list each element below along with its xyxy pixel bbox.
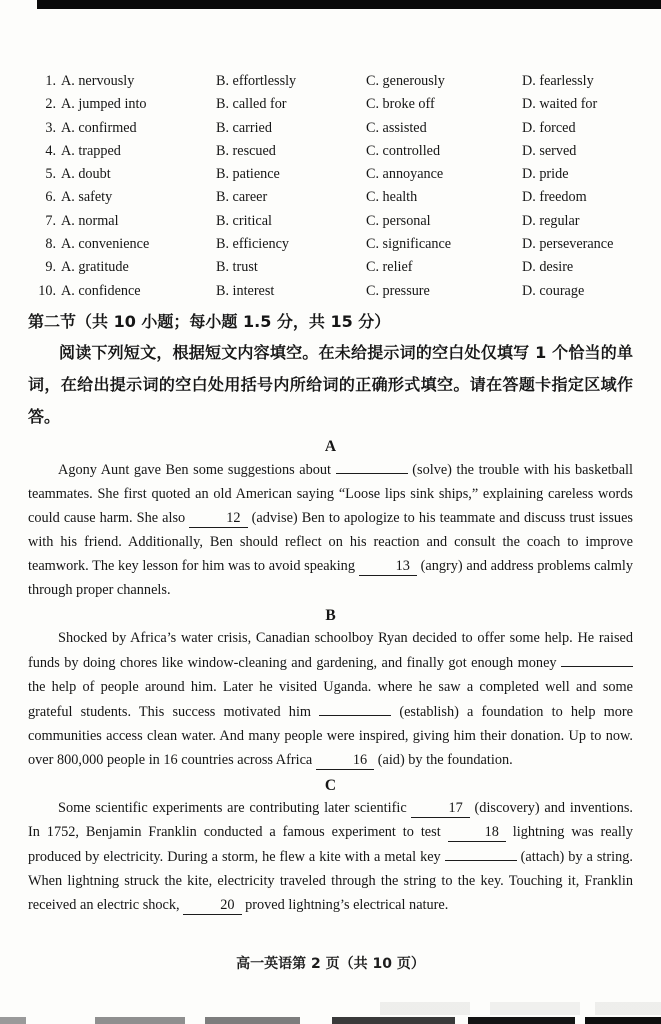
option-d: D. fearlessly	[522, 73, 594, 89]
question-number: 8.	[45, 236, 56, 253]
option-b: B. effortlessly	[216, 73, 297, 89]
question-row	[30, 280, 661, 303]
passage-text: Shocked by Africa’s water crisis, Canadian schoolboy Ryan decided to offer some help. He raised funds by doing chores like window-cleaning and gardening, and finally got enough money the help of people around him. Later he visited Uganda. where he saw a completed well and some grateful students. This success motivated him (establish) a foundation to help more communities access clean water. And many people were inspired, giving him their donation. Up to now. over 800,000 people in 16 countries across Africa 16 (aid) by the foundation.	[28, 629, 633, 768]
passage-text: Agony Aunt gave Ben some suggestions about (solve) the trouble with his basketball teammates. She first quoted an old American saying “Loose lips sink ships,” explaining careless words could cause harm. She also 12 (advise) Ben to apologize to his teammate and discuss trust issues with his friend. Additionally, Ben should reflect on his reaction and consult the coach to improve teamwork. The key lesson for him was to avoid speaking 13 (angry) and address problems calmly through proper channels.	[0, 457, 661, 602]
option-c: C. pressure	[366, 282, 430, 299]
option-d: D. freedom	[522, 189, 587, 206]
question-number: 9.	[45, 259, 56, 276]
answer-blank: 13	[359, 559, 417, 576]
option-d: D. perseverance	[522, 236, 614, 253]
option-d: D. desire	[522, 259, 574, 276]
scan-artifact-bottom-bar	[0, 1017, 661, 1024]
option-a: A. trapped	[61, 142, 121, 159]
answer-blank	[336, 457, 408, 474]
answer-blank	[445, 844, 517, 861]
option-a: A. confirmed	[61, 119, 137, 136]
option-d: D. regular	[522, 212, 580, 229]
option-d: D. courage	[522, 282, 585, 299]
page-footer	[0, 953, 661, 973]
option-b: B. called for	[216, 96, 287, 113]
option-d: D. forced	[522, 119, 576, 136]
section2-heading: 第二节（共 10 小题；每小题 1.5 分，共 15 分）	[28, 311, 391, 331]
option-b: B. critical	[216, 212, 272, 229]
question-row	[30, 210, 661, 233]
passage-label: C	[324, 776, 337, 794]
question-number: 5.	[45, 166, 56, 183]
answer-blank	[561, 650, 633, 667]
passage-label: B	[325, 606, 336, 624]
option-c: C. broke off	[366, 96, 435, 113]
option-c: C. controlled	[366, 142, 441, 159]
option-c: C. significance	[366, 236, 452, 253]
option-b: B. interest	[216, 282, 275, 299]
cloze-options-table	[0, 0, 661, 303]
option-a: A. gratitude	[61, 259, 129, 276]
option-c: C. annoyance	[366, 166, 444, 183]
question-number: 3.	[45, 119, 56, 136]
option-d: D. waited for	[522, 96, 598, 113]
option-d: D. served	[522, 142, 577, 159]
answer-blank: 16	[316, 753, 374, 770]
question-number: 10.	[38, 282, 56, 299]
option-a: A. normal	[61, 212, 119, 229]
option-b: B. trust	[216, 259, 258, 276]
option-a: A. convenience	[61, 236, 150, 253]
answer-blank: 12	[189, 511, 247, 528]
option-a: A. confidence	[61, 282, 141, 299]
question-row	[30, 233, 661, 256]
option-c: C. health	[366, 189, 418, 206]
question-row	[30, 70, 661, 93]
option-b: B. career	[216, 189, 268, 206]
answer-blank	[319, 699, 391, 716]
question-number: 6.	[45, 189, 56, 206]
question-number: 1.	[45, 73, 56, 89]
question-number: 7.	[45, 212, 56, 229]
question-row	[30, 163, 661, 186]
option-a: A. nervously	[61, 73, 135, 89]
question-row	[30, 117, 661, 140]
option-b: B. patience	[216, 166, 280, 183]
passages	[0, 436, 661, 917]
option-c: C. relief	[366, 259, 413, 276]
answer-blank: 18	[448, 825, 506, 842]
option-d: D. pride	[522, 166, 569, 183]
option-b: B. efficiency	[216, 236, 290, 253]
option-b: B. carried	[216, 119, 272, 136]
question-number: 2.	[45, 96, 56, 113]
option-c: C. assisted	[366, 119, 427, 136]
question-row	[30, 93, 661, 116]
scan-artifact-top-bar	[37, 0, 661, 9]
page-number-label: 高一英语第 2 页（共 10 页）	[236, 956, 425, 972]
option-a: A. doubt	[61, 166, 111, 183]
question-row	[30, 140, 661, 163]
section2-instructions: 阅读下列短文，根据短文内容填空。在未给提示词的空白处仅填写 1 个恰当的单词，在给出提示词的空白处用括号内所给词的正确形式填空。请在答题卡指定区域作答。	[28, 342, 633, 426]
option-a: A. safety	[61, 189, 113, 206]
answer-blank: 20	[183, 898, 241, 915]
question-row	[30, 256, 661, 279]
passage-label: A	[324, 437, 337, 455]
option-c: C. generously	[366, 73, 445, 89]
option-a: A. jumped into	[61, 96, 147, 113]
scan-artifact-smudge	[380, 1002, 661, 1015]
question-number: 4.	[45, 142, 56, 159]
answer-blank: 17	[411, 801, 469, 818]
option-c: C. personal	[366, 212, 431, 229]
passage-text: Some scientific experiments are contributing later scientific 17 (discovery) and inventions. In 1752, Benjamin Franklin conducted a famous experiment to test 18 lightning was really produced by electricity. During a storm, he flew a kite with a metal key (attach) by a string. When lightning struck the kite, electricity traveled through the string to the key. Touching it, Franklin received an electric shock, 20 proved lightning’s electrical nature.	[28, 799, 634, 913]
question-row	[30, 186, 661, 209]
option-b: B. rescued	[216, 142, 276, 159]
